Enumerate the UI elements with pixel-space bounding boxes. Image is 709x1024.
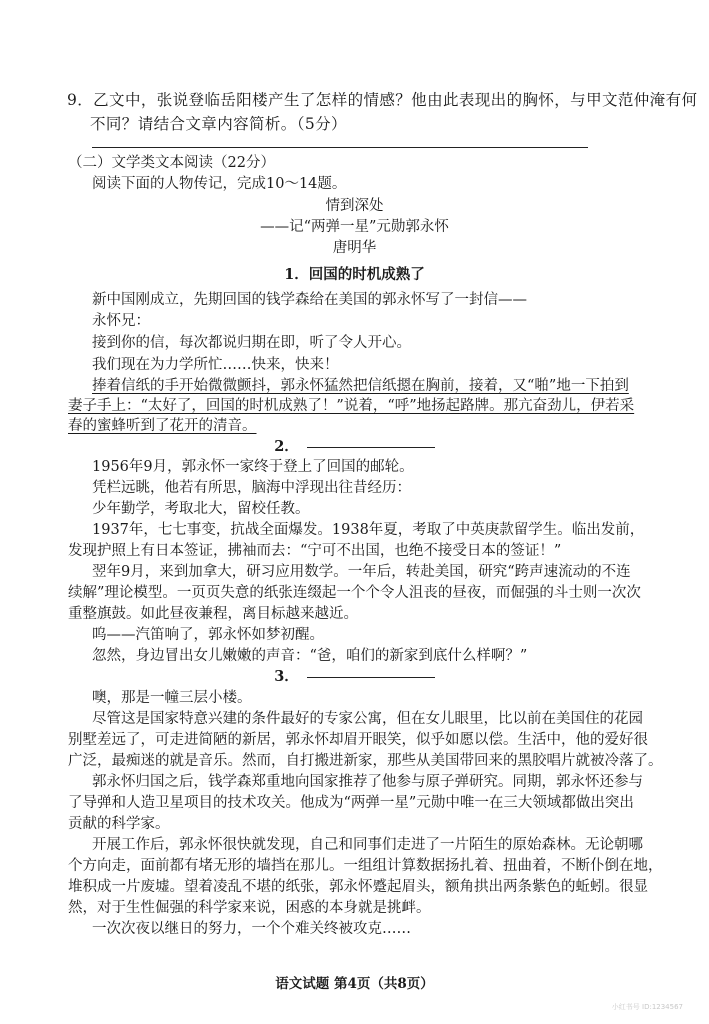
part-3-number: 3．: [274, 668, 299, 685]
paragraph-line: 呜——汽笛响了，郭永怀如梦初醒。: [92, 627, 324, 643]
paragraph-line: 重整旗鼓。如此昼夜兼程，离目标越来越近。: [68, 606, 358, 622]
article-author: 唐明华: [332, 240, 377, 256]
heading-blank-line: [307, 447, 435, 448]
paragraph-line: 个方向走，面前都有堵无形的墙挡在那儿。一组组计算数据扬扎着、扭曲着，不断仆倒在地，: [68, 858, 663, 874]
paragraph-line: 贡献的科学家。: [68, 816, 170, 832]
question-9-line-2: 不同？请结合文章内容简析。（5分）: [90, 115, 347, 133]
article-subtitle: ——记“两弹一星”元勋郭永怀: [260, 219, 449, 235]
paragraph-line: 了导弹和人造卫星项目的技术攻关。他成为“两弹一星”元勋中唯一在三大领域都做出突出: [68, 795, 634, 811]
underlined-line: 春的蜜蜂听到了花开的清音。: [68, 418, 257, 434]
section-instruction: 阅读下面的人物传记，完成10～14题。: [92, 176, 347, 192]
paragraph-line: 堆积成一片废墟。望着凌乱不堪的纸张，郭永怀蹙起眉头，额角拱出两条紫色的蚯蚓。很显: [68, 879, 648, 895]
paragraph-line: 噢，那是一幢三层小楼。: [92, 690, 252, 706]
paragraph-line: 翌年9月，来到加拿大，研习应用数学。一年后，转赴美国，研究“跨声速流动的不连: [92, 564, 631, 580]
part-3-heading: [0, 667, 709, 687]
heading-blank-line: [307, 677, 435, 678]
paragraph-line: 永怀兄：: [92, 313, 150, 329]
underlined-line: 捧着信纸的手开始微微颤抖，郭永怀猛然把信纸摁在胸前，接着，又“啪”地一下拍到: [92, 378, 629, 394]
paragraph-line: 接到你的信，每次都说归期在即，听了令人开心。: [92, 335, 411, 351]
paragraph-line: 广泛，最痴迷的就是音乐。然而，自打搬进新家，那些从美国带回来的黑胶唱片就被冷落了。: [68, 753, 663, 769]
paragraph-line: 郭永怀归国之后，钱学森郑重地向国家推荐了他参与原子弹研究。同期，郭永怀还参与: [92, 774, 643, 790]
paragraph-line: 别墅差远了，可走进简陋的新居，郭永怀却眉开眼笑，似乎如愿以偿。生活中，他的爱好很: [68, 732, 648, 748]
part-2-heading: [0, 437, 709, 457]
paragraph-line: 我们现在为力学所忙……快来，快来！: [92, 357, 339, 373]
article-title: 情到深处: [325, 198, 384, 214]
paragraph-line: 开展工作后，郭永怀很快就发现，自己和同事们走进了一片陌生的原始森林。无论朝哪: [92, 837, 643, 853]
paragraph-line: 发现护照上有日本签证，拂袖而去：“宁可不出国，也绝不接受日本的签证！”: [68, 543, 562, 559]
paragraph-line: 凭栏远眺，他若有所思，脑海中浮现出往昔经历：: [92, 480, 411, 496]
paragraph-line: 新中国刚成立，先期回国的钱学森给在美国的郭永怀写了一封信——: [92, 292, 527, 308]
watermark: 小红书号 ID:1234567: [611, 1003, 683, 1011]
part-2-number: 2．: [274, 438, 299, 455]
paragraph-line: 1937年，七七事变，抗战全面爆发。1938年夏，考取了中英庚款留学生。临出发前，: [92, 522, 645, 538]
paragraph-line: 1956年9月，郭永怀一家终于登上了回国的邮轮。: [92, 459, 414, 475]
page-footer: 语文试题 第4页（共8页）: [275, 976, 434, 992]
paragraph-line: 尽管这是国家特意兴建的条件最好的专家公寓，但在女儿眼里，比以前在美国住的花园: [92, 711, 643, 727]
answer-line: [92, 147, 588, 148]
paragraph-line: 忽然，身边冒出女儿嫩嫩的声音：“爸，咱们的新家到底什么样啊？”: [92, 648, 528, 664]
part-1-heading: 1．回国的时机成熟了: [284, 266, 425, 283]
question-9-line-1: 9．乙文中，张说登临岳阳楼产生了怎样的情感？他由此表现出的胸怀，与甲文范仲淹有何: [67, 91, 698, 109]
paragraph-line: 少年勤学，考取北大，留校任教。: [92, 501, 310, 517]
paragraph-line: 然，对于生性倔强的科学家来说，困惑的本身就是挑衅。: [68, 900, 431, 916]
paragraph-line: 续解”理论模型。一页页失意的纸张连缀起一个个令人沮丧的昼夜，而倔强的斗士则一次次: [68, 585, 641, 601]
section-title: （二）文学类文本阅读（22分）: [68, 155, 275, 171]
underlined-line: 妻子手上：“太好了，回国的时机成熟了！”说着，“呼”地扬起路牌。那亢奋劲儿，伊若采: [68, 398, 635, 414]
paragraph-line: 一次次夜以继日的努力，一个个难关终被攻克……: [92, 921, 411, 937]
